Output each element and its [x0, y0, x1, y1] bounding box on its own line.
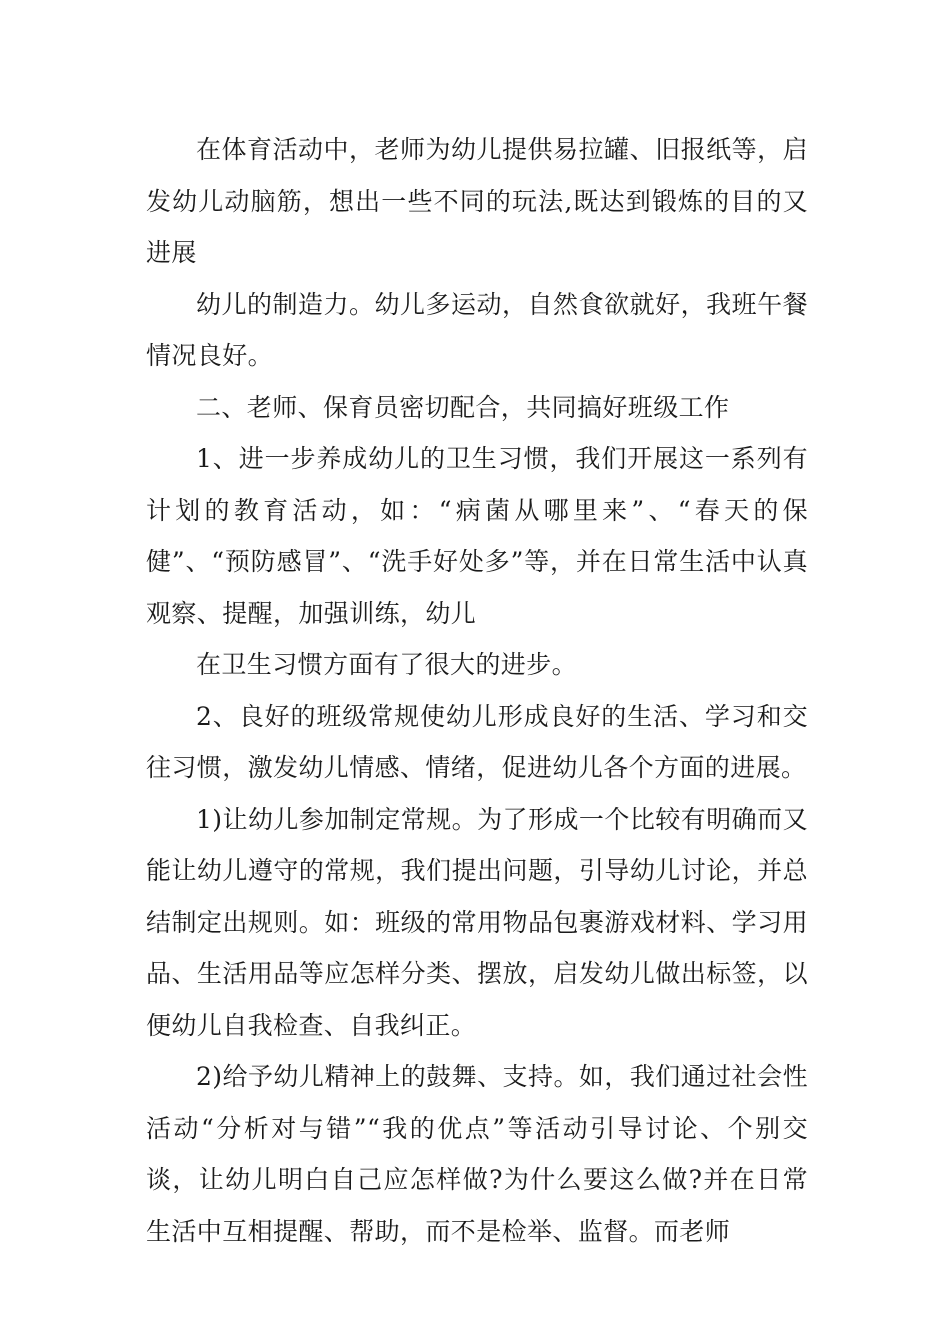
paragraph-class-routine: 2、良好的班级常规使幼儿形成良好的生活、学习和交往习惯，激发幼儿情感、情绪，促进幼儿各个方面的进展。 [146, 701, 808, 782]
paragraph-encouragement: 2)给予幼儿精神上的鼓舞、支持。如，我们通过社会性活动“分析对与错”“我的优点”等活动引导讨论、个别交谈，让幼儿明白自己应怎样做?为什么要这么做?并在日常生活中互相提醒、帮助，而不是检举、监督。而老师 [146, 1062, 808, 1246]
paragraph-sports-activity: 在体育活动中，老师为幼儿提供易拉罐、旧报纸等，启发幼儿动脑筋，想出一些不同的玩法,既达到锻炼的目的又进展 [146, 135, 808, 267]
section-heading-cooperation: 二、老师、保育员密切配合，共同搞好班级工作 [196, 392, 730, 422]
paragraph-creativity: 幼儿的制造力。幼儿多运动，自然食欲就好，我班午餐情况良好。 [146, 289, 808, 370]
paragraph-rule-making: 1)让幼儿参加制定常规。为了形成一个比较有明确而又能让幼儿遵守的常规，我们提出问题，引导幼儿讨论，并总结制定出规则。如：班级的常用物品包裹游戏材料、学习用品、生活用品等应怎样分类、摆放，启发幼儿做出标签，以便幼儿自我检查、自我纠正。 [146, 804, 808, 1040]
paragraph-hygiene-progress: 在卫生习惯方面有了很大的进步。 [196, 650, 578, 679]
paragraph-hygiene-habits: 1、进一步养成幼儿的卫生习惯，我们开展这一系列有计划的教育活动，如：“病菌从哪里来”、“春天的保健”、“预防感冒”、“洗手好处多”等，并在日常生活中认真观察、提醒，加强训练，幼儿 [146, 444, 808, 628]
document-body [146, 124, 808, 1257]
